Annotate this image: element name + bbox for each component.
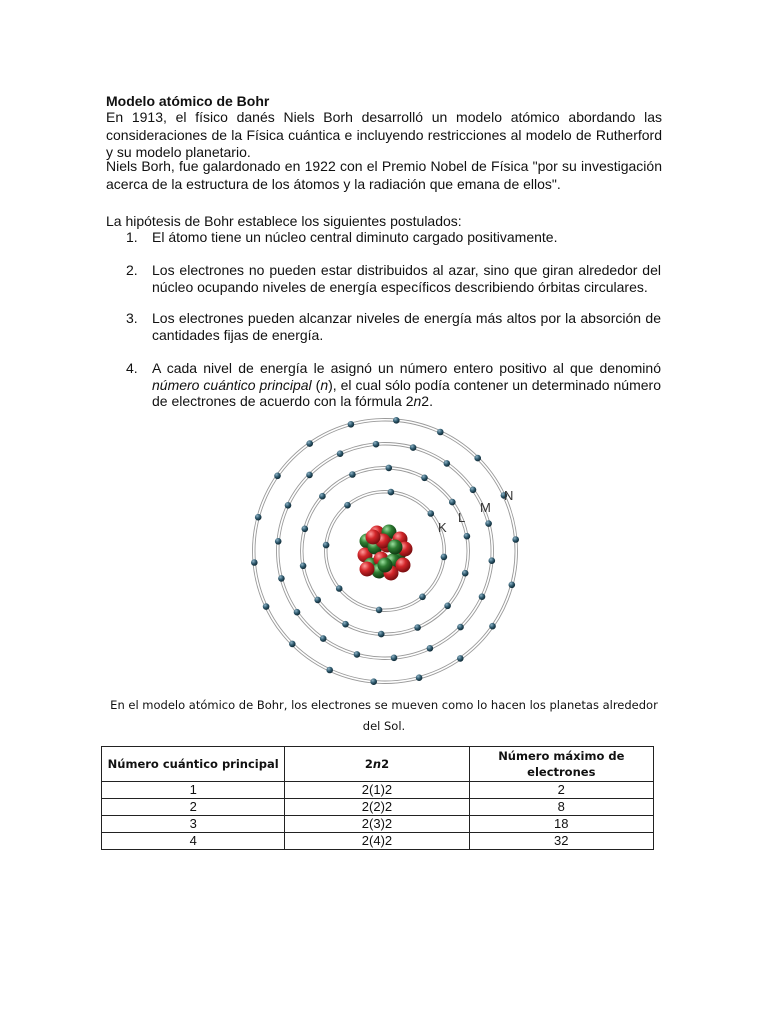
electron — [462, 570, 469, 577]
electron — [342, 621, 349, 628]
postulate-text-part: ), el cual sólo podía contener un determinado número de electrones de acuerdo con la fórmula 2 — [152, 376, 661, 409]
postulate-text: El átomo tiene un núcleo central diminuto cargado positivamente. — [152, 229, 558, 245]
table-row — [102, 799, 654, 816]
electron — [464, 533, 471, 540]
postulate-text: Los electrones no pueden estar distribuidos al azar, sino que giran alrededor del núcleo ocupando niveles de energía específicos describiendo órbitas circulares. — [152, 262, 661, 295]
electron — [512, 536, 519, 543]
quantum-number-term: número cuántico principal — [152, 376, 312, 393]
table-cell: 32 — [469, 833, 653, 850]
electron — [285, 502, 292, 509]
table-cell: 18 — [469, 816, 653, 833]
electron — [294, 609, 301, 616]
electron — [326, 667, 333, 674]
electron — [274, 473, 281, 480]
electron — [457, 624, 464, 631]
postulate-item — [126, 360, 661, 410]
postulate-text-part: 2. — [421, 393, 433, 409]
table-cell: 1 — [102, 782, 285, 799]
electron — [414, 624, 421, 631]
postulate-item — [126, 310, 661, 343]
table-cell: 2(4)2 — [285, 833, 469, 850]
table-header-row — [102, 747, 654, 782]
postulate-text: Los electrones pueden alcanzar niveles de energía más altos por la absorción de cantidades fijas de energía. — [152, 310, 661, 343]
table-cell: 3 — [102, 816, 285, 833]
table-header-quantum-number: Número cuántico principal — [102, 747, 285, 782]
shell-label-n: N — [504, 488, 514, 503]
electron — [349, 471, 356, 478]
electron — [427, 645, 434, 652]
formula-part: 2 — [381, 757, 390, 771]
table-row — [102, 782, 654, 799]
table-row — [102, 816, 654, 833]
postulate-item — [126, 262, 661, 295]
n-symbol: n — [320, 376, 329, 393]
shell-label-k: K — [438, 520, 447, 535]
electron — [474, 455, 481, 462]
electron — [300, 563, 307, 570]
electron — [485, 520, 492, 527]
electron — [509, 582, 516, 589]
electron — [306, 472, 313, 479]
shell-label-m: M — [480, 500, 491, 515]
postulate-item — [126, 229, 661, 246]
electron — [449, 499, 456, 506]
electron — [437, 429, 444, 436]
electron — [428, 510, 435, 517]
electron — [251, 559, 258, 566]
table-cell: 2(2)2 — [285, 799, 469, 816]
postulate-text-part: ( — [311, 376, 321, 393]
electron — [348, 421, 355, 428]
table-row — [102, 833, 654, 850]
figure-caption: En el modelo atómico de Bohr, los electrones se mueven como lo hacen los planetas alrededor del Sol. — [110, 698, 658, 733]
bohr-atom-diagram — [250, 416, 520, 686]
electron — [263, 603, 270, 610]
electron — [388, 489, 395, 496]
electron — [373, 441, 380, 448]
postulate-number: 2. — [126, 262, 138, 278]
formula-part: 2 — [364, 757, 373, 771]
neutron — [388, 540, 403, 555]
electron — [489, 557, 496, 564]
electron — [275, 538, 282, 545]
electron — [489, 623, 496, 630]
electron — [376, 607, 383, 614]
electron — [444, 603, 451, 610]
electron — [289, 641, 296, 648]
n-symbol: n — [413, 393, 422, 409]
proton — [366, 530, 381, 545]
table-cell: 2(3)2 — [285, 816, 469, 833]
electron — [370, 678, 377, 685]
proton — [360, 562, 375, 577]
electron — [255, 514, 262, 521]
table-header-formula — [285, 747, 469, 782]
electron — [441, 554, 448, 561]
postulate-number: 3. — [126, 310, 138, 326]
shell-label-l: L — [458, 510, 466, 525]
electron — [344, 502, 351, 509]
electron — [393, 417, 400, 424]
neutron — [378, 558, 393, 573]
electron — [416, 674, 423, 681]
electron — [444, 460, 451, 467]
electron — [336, 585, 343, 592]
table-cell: 2 — [469, 782, 653, 799]
electron — [323, 542, 330, 549]
electron — [479, 593, 486, 600]
electron — [410, 444, 417, 451]
table-cell: 2(1)2 — [285, 782, 469, 799]
electron — [470, 487, 477, 494]
formula-n: n — [372, 757, 382, 771]
nobel-paragraph: Niels Borh, fue galardonado en 1922 con el Premio Nobel de Física "por su investigación acerca de la estructura de los átomos y la radiación que emana de ellos". — [106, 158, 662, 192]
postulate-number: 1. — [126, 229, 138, 245]
electron — [457, 655, 464, 662]
nucleus — [358, 525, 413, 581]
electron — [378, 631, 385, 638]
postulate-text-part: A cada nivel de energía le asignó un número entero positivo al que denominó — [152, 360, 661, 376]
electron — [319, 493, 326, 500]
postulate-number: 4. — [126, 360, 138, 376]
quantum-table — [101, 746, 654, 850]
electron — [386, 465, 393, 472]
table-cell: 4 — [102, 833, 285, 850]
page-title: Modelo atómico de Bohr — [106, 93, 270, 109]
table-cell: 8 — [469, 799, 653, 816]
electron — [337, 450, 344, 457]
electron — [306, 440, 313, 447]
electron — [421, 475, 428, 482]
electron — [419, 594, 426, 601]
electron — [302, 526, 309, 533]
postulate-text — [152, 360, 661, 410]
electron — [320, 635, 327, 642]
electron — [314, 597, 321, 604]
electron — [354, 651, 361, 658]
electron — [278, 575, 285, 582]
electron — [391, 655, 398, 662]
table-cell: 2 — [102, 799, 285, 816]
table-header-max-electrons: Número máximo de electrones — [469, 747, 653, 782]
intro-paragraph: En 1913, el físico danés Niels Borh desarrolló un modelo atómico abordando las consideraciones de la Física cuántica e incluyendo restricciones al modelo de Rutherford y su modelo planetario. — [106, 109, 662, 160]
postulates-intro: La hipótesis de Bohr establece los siguientes postulados: — [106, 213, 462, 229]
